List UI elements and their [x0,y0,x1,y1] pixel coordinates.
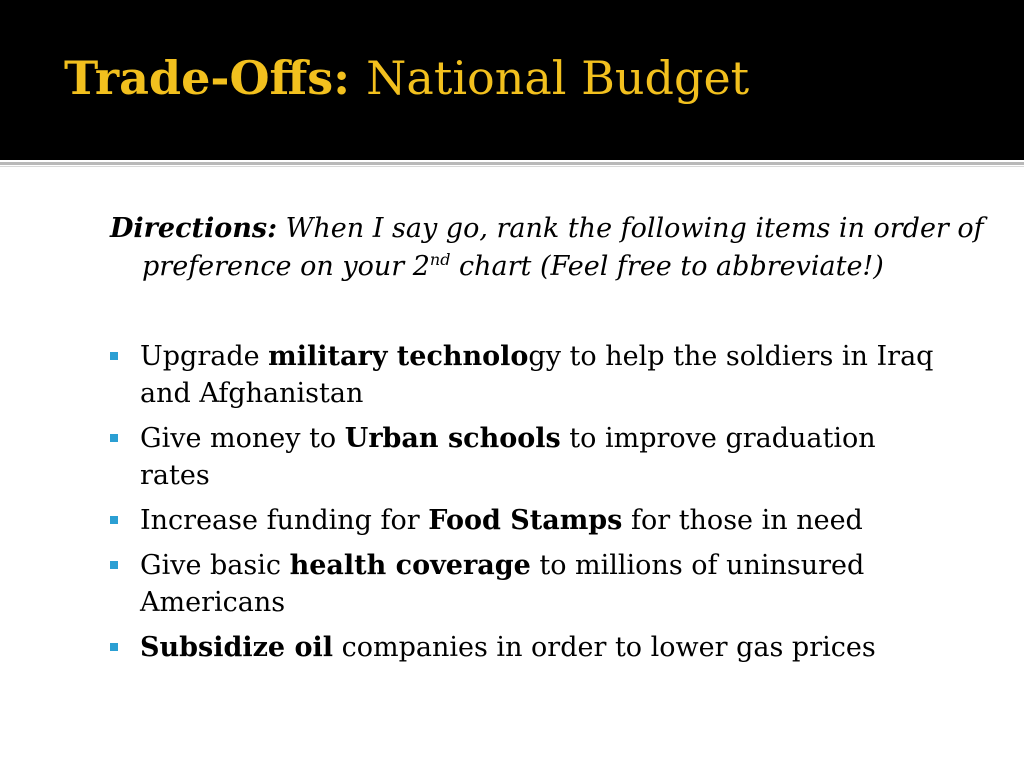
square-bullet-icon [110,516,118,524]
slide-title [64,52,749,105]
item-text: gy to help the soldiers in Iraq and Afghanistan [140,341,934,409]
list-item [110,420,940,494]
directions-superscript: nd [429,250,451,269]
item-text: Give basic [140,550,290,581]
item-text: companies in order to lower gas prices [333,632,876,663]
list-item [110,547,940,621]
directions-text: When I say go, rank the following items in order of preference on your 2 [142,213,984,282]
item-text: to improve graduation rates [140,423,876,491]
directions-text-end: chart (Feel free to abbreviate!) [450,251,884,282]
item-text: to millions of uninsured Americans [140,550,865,618]
title-bar [0,0,1024,160]
square-bullet-icon [110,561,118,569]
item-keyword: health coverage [289,550,531,581]
item-text: for those in need [622,505,863,536]
title-bold-part: Trade-Offs: [64,51,351,105]
separator-line-thin [0,166,1024,167]
list-item [110,338,940,412]
item-keyword: Subsidize oil [140,632,334,663]
item-text: Increase funding for [140,505,429,536]
square-bullet-icon [110,434,118,442]
list-item [110,502,940,539]
title-normal-part: National Budget [366,51,750,105]
directions-label: Directions: [110,213,278,244]
square-bullet-icon [110,352,118,360]
square-bullet-icon [110,643,118,651]
item-keyword: Food Stamps [428,505,623,536]
list-item [110,629,940,666]
directions-paragraph [110,210,1002,286]
item-text: Upgrade [140,341,269,372]
item-keyword: Urban schools [344,423,561,454]
separator-line [0,162,1024,165]
item-keyword: military technolo [268,341,529,372]
item-text: Give money to [140,423,345,454]
budget-item-list [110,338,940,674]
